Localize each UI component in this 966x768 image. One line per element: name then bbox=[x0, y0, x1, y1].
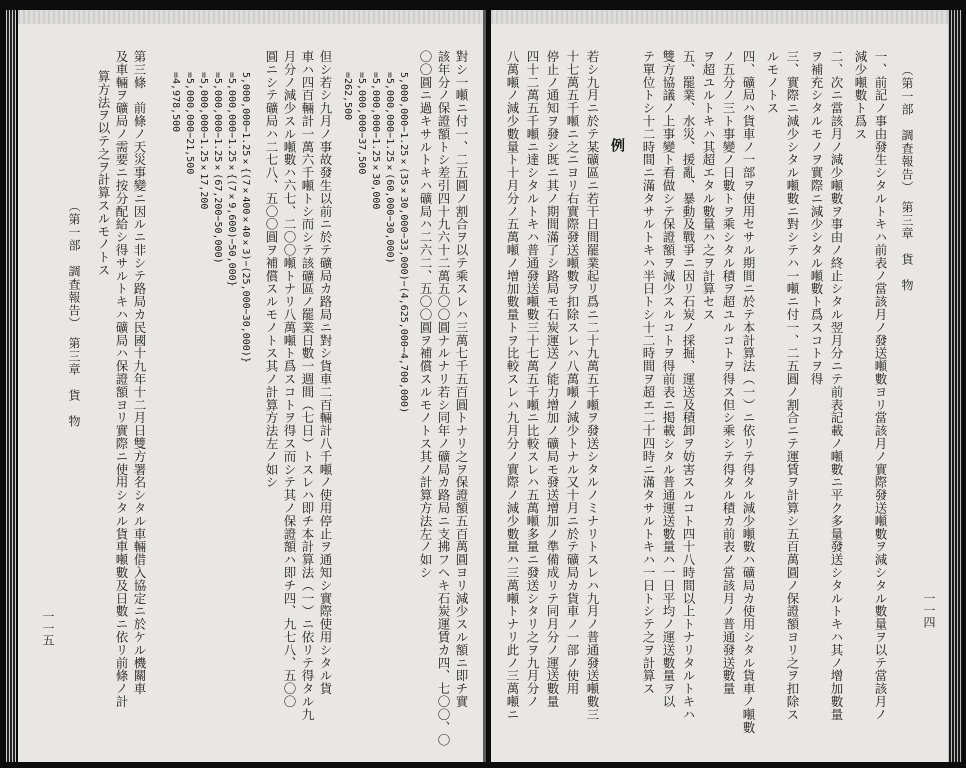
equation-line: =262,500 bbox=[342, 72, 353, 121]
running-header: （第一部 調査報告） 第三章 貨 物 bbox=[67, 200, 81, 428]
text-column: 對シ一噸ニ付一、二五圓ノ割合ヲ以テ乘スレハ三萬七千五百圓トナリ之ヲ保證額五百萬圓ヨリ減少スル額ニ即チ實 bbox=[454, 50, 469, 708]
equation-line: =4,978,500 bbox=[170, 72, 181, 133]
text-column: 一、前記ノ事由發生シタルトキハ前表ノ當該月ノ發送噸數ヨリ當該月ノ實際發送噸數ヲ減シタル數量ヲ以テ當該月ノ bbox=[873, 50, 888, 721]
left-page bbox=[18, 10, 486, 762]
text-column: 十七萬五千噸ニ之ニヨリ右實際發送噸數ヲ扣除スレハ八萬噸ノ減少トナル又十月ニ於テ礦局カ貨車ノ一部ノ使用 bbox=[565, 50, 580, 695]
text-column: 該年分ノ保證額トシ差引四十九六十二萬五〇〇圓ナルナリ若シ同年ノ礦局カ路局ニ支拂フヘキ石炭運賃カ四、七〇〇、〇 bbox=[436, 50, 451, 747]
text-column: 四十二萬五千噸ニ達シタルトキハ普通發送噸數三十七萬五千噸ニ比較スレハ五萬噸多量ニ發送シタリ之ヲ九月分ノ bbox=[525, 50, 540, 708]
right-page bbox=[491, 10, 948, 762]
left-binding-edge bbox=[6, 10, 16, 762]
equation-line: =5,000,000−1.25×17,200 bbox=[198, 72, 209, 210]
text-column: テ單位トシ十二時間ニ滿タサルトキハ半日トシ十二時間ヲ超エ二十四時ニ滿タサルトキハ一日トシテ之ヲ計算ス bbox=[641, 50, 656, 695]
text-column: 〇〇圓ニ過キサルトキハ礦局ハ二六二、五〇〇圓ヲ補償スルモノトス其ノ計算方法左ノ如シ bbox=[418, 50, 433, 579]
text-column: 停止ノ通知ヲ發シ既ニ其ノ期間滿了シ路局モ石炭運送ノ能力增加ノ礦局モ發送增加ノ準備成リテ同月分ノ運送數量 bbox=[545, 50, 560, 708]
running-header: （第一部 調査報告） 第三章 貨 物 bbox=[900, 64, 914, 292]
text-column: ヲ超ユルトキハ其超エタル數量ハ之ヲ計算セス bbox=[701, 50, 716, 321]
text-column: 若シ九月ニ於テ某礦區ニ若干日間罷業起リ爲ニ二十九萬五千噸ヲ發送シタルノミナリトスレハ九月ノ普通發送噸數三 bbox=[585, 50, 600, 721]
equation-line: =5,000,000−37,500 bbox=[356, 72, 367, 175]
scan-noise bbox=[18, 10, 483, 24]
section-heading: 例 bbox=[609, 138, 625, 152]
right-binding-edge bbox=[948, 10, 962, 762]
text-column: ヲ補充シタルモノヲ實際ニ減少シタル噸數ト爲スコトヲ得 bbox=[809, 50, 824, 386]
equation-line: 5,000,000−1.25×{(7×400×40×3)−(25,000−30,000)} bbox=[240, 72, 251, 363]
scan-noise bbox=[491, 10, 948, 24]
text-column: 車ハ四百輛計一萬六千噸トシ而シテ該礦區ノ罷業日數一週間（七日）トスレハ即チ本計算法（一）ニ依リテ得タル九 bbox=[300, 50, 315, 721]
equation-line: =5,000,000−1.25×30,000 bbox=[370, 72, 381, 210]
text-column: 二、次ニ當該月ノ減少噸數ヲ事由ノ終止シタル翌月分ニテ前表記載ノ噸數ニ平ク多量發送シタルトキハ其ノ增加數量 bbox=[829, 50, 844, 721]
equation-line: 5,000,000−1.25×(35×30,000−33,000)−(4,625,000−4,700,000) bbox=[398, 72, 409, 414]
text-column: 八萬噸ノ減少數量ト十月分ノ五萬噸ノ增加數量トヲ比較スレハ九月分ノ實際ノ減少數量ハ三萬噸トナリ此ノ三萬噸ニ bbox=[505, 50, 520, 721]
text-column: 算方法ヲ以テ之ヲ計算スルモノトス bbox=[96, 70, 111, 277]
text-column: 月分ノ減少スル噸數ハ六七、二〇〇噸トナリ八萬噸ト爲スコトヲ得ス而シテ其ノ保證額ハ即チ四、九七八、五〇〇 bbox=[282, 50, 297, 708]
page-number: 一一五 bbox=[41, 610, 55, 646]
text-column: 但シ若シ九月ノ事故發生以前ニ於テ礦局カ路局ニ對シ貨車二百輛計八千噸ノ使用停止ヲ通知シ實際使用シタル貨 bbox=[318, 50, 333, 695]
page-number: 一一四 bbox=[922, 592, 936, 628]
text-column: 第三條 前條ノ天災事變ニ因ルニ非シテ路局カ民國十九年十二月日雙方署名シタル車輛借入協定ニ於ケル機關車 bbox=[132, 50, 147, 695]
text-column: 減少噸數ト爲ス bbox=[853, 50, 868, 141]
equation-line: =5,000,000−1.25×{(7×9,600)−50,000} bbox=[226, 72, 237, 287]
equation-line: =5,000,000−1.25×(60,000−30,000) bbox=[384, 72, 395, 264]
text-column: 雙方協議ノ上事變ト看做シテ保證額ヲ減少スルコトヲ得前表ニ掲載シタル普通運送數量ハ一日平均ノ運送數量ヲ以 bbox=[661, 50, 676, 708]
text-column: ノ五分ノ三ト事變ノ日數トヲ乘シタル積ヲ超ユルコトヲ得ス但シ乘シテ得タル積カ前表ノ當該月ノ普通發送數量 bbox=[721, 50, 736, 695]
text-column: 圓ニシテ礦局ハ二七八、五〇〇圓ヲ補償スルモノトス其ノ計算方法左ノ如シ bbox=[264, 50, 279, 489]
equation-line: =5,000,000−1.25×(67,200−50,000) bbox=[212, 72, 223, 264]
text-column: 及車輛ヲ礦局ノ需要ニ按分配給シ得サルトキハ礦局ハ保證額ヨリ實際ニ使用シタル貨車噸數及日數ニ依リ前條ノ計 bbox=[114, 50, 129, 708]
text-column: 三、實際ニ減少シタル噸數ニ對シテハ一噸ニ付一、二五圓ノ割合ニテ運賃ヲ計算シ五百萬圓ノ保證額ヨリ之ヲ扣除ス bbox=[785, 50, 800, 721]
equation-line: =5,000,000−21,500 bbox=[184, 72, 195, 175]
text-column: ルモノトス bbox=[765, 50, 780, 115]
text-column: 四、礦局ハ貨車ノ一部ヲ使用セサル期間ニ於テ本計算法（一）ニ依リテ得タル減少噸數ハ礦局カ使用シタル貨車ノ噸數 bbox=[741, 50, 756, 734]
text-column: 五、罷業、水災、援亂、暴動及戰爭ニ因リ石炭ノ採掘、運送及積卸ヲ妨害スルコト四十八時間以上トナリタルトキハ bbox=[681, 50, 696, 721]
